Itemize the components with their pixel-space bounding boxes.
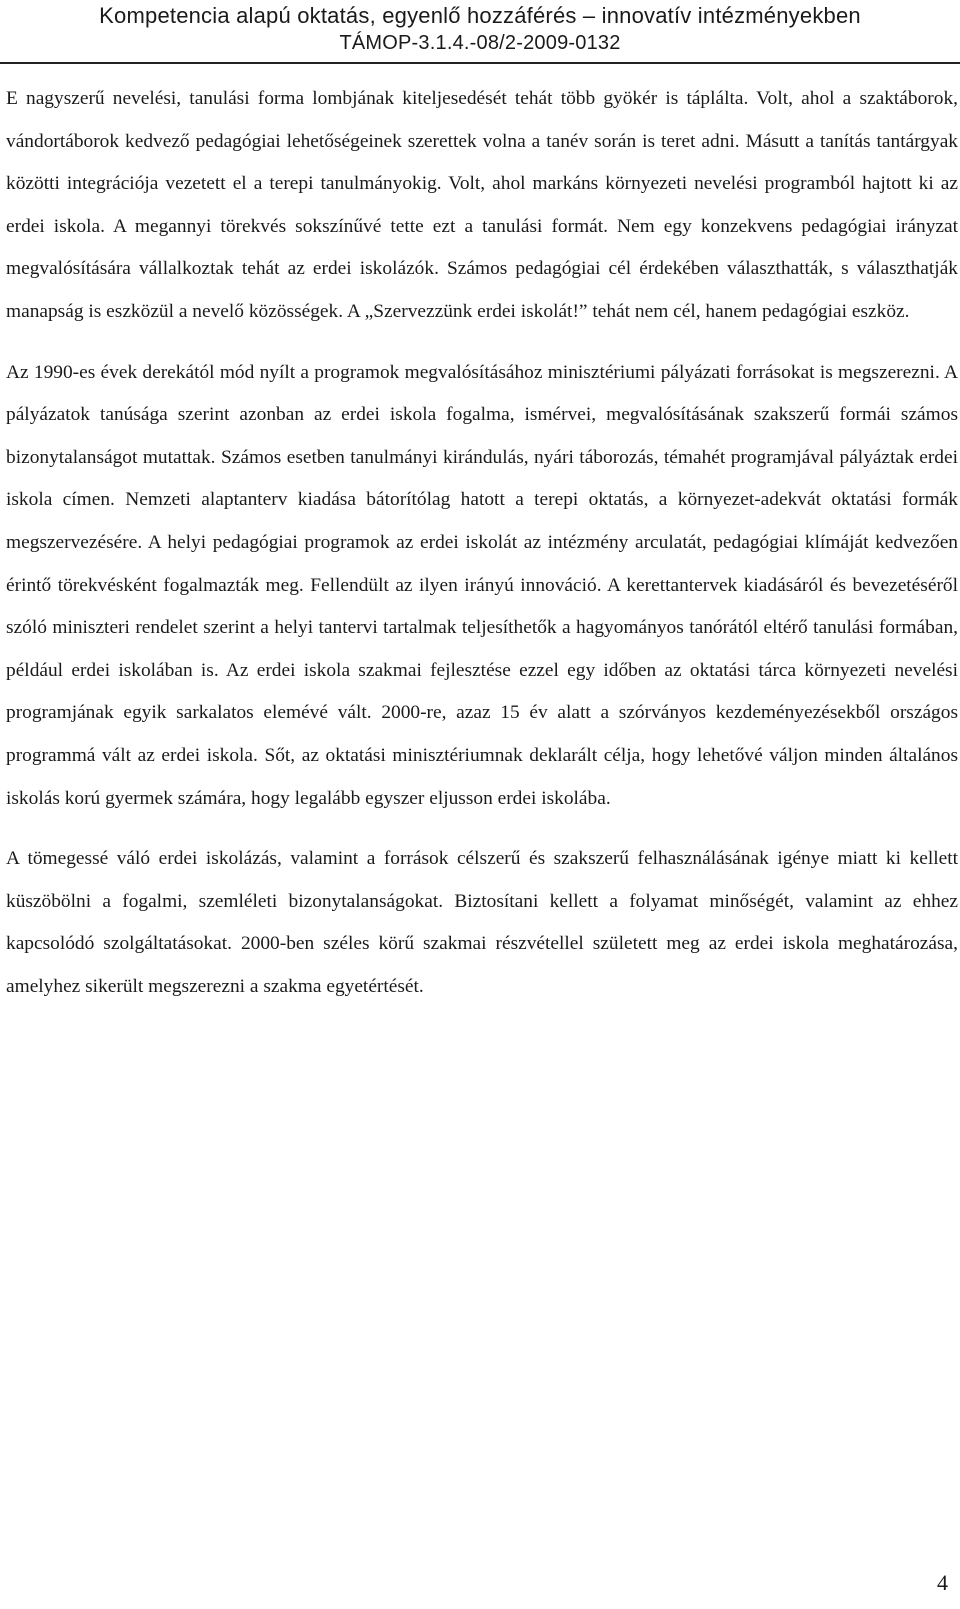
paragraph-3: A tömegessé váló erdei iskolázás, valamint a források célszerű és szakszerű felhasználásának igénye miatt ki kellett küszöbölni a fogalmi, szemléleti bizonytalanságokat. Biztosítani kellett a folyamat minőségét, valamint az ehhez kapcsolódó szolgáltatásokat. 2000-ben széles körű szakmai részvétellel született meg az erdei iskola meghatározása, amelyhez sikerült megszerezni a szakma egyetértését. — [6, 848, 958, 997]
header-project-code: TÁMOP-3.1.4.-08/2-2009-0132 — [339, 32, 621, 54]
header-title: Kompetencia alapú oktatás, egyenlő hozzáférés – innovatív intézményekben — [99, 3, 861, 28]
paragraph-1: E nagyszerű nevelési, tanulási forma lombjának kiteljesedését tehát több gyökér is táplálta. Volt, ahol a szaktáborok, vándortáborok kedvező pedagógiai lehetőségeinek szerettek volna a tanév során is teret adni. Másutt a tanítás tantárgyak közötti integrációja vezetett el a terepi tanulmányokig. Volt, ahol markáns környezeti nevelési programból hajtott ki az erdei iskola. A megannyi törekvés sokszínűvé tette ezt a tanulási formát. Nem egy konzekvens pedagógiai irányzat megvalósítására vállalkoztak tehát az erdei iskolázók. Számos pedagógiai cél érdekében választhatták, s választhatják manapság is eszközül a nevelő közösségek. A „Szervezzünk erdei iskolát!” tehát nem cél, hanem pedagógiai eszköz. — [6, 88, 958, 322]
page-number: 4 — [937, 1570, 948, 1595]
document-body — [6, 78, 958, 1008]
paragraph-2: Az 1990-es évek derekától mód nyílt a programok megvalósításához minisztériumi pályázati forrásokat is megszerezni. A pályázatok tanúsága szerint azonban az erdei iskola fogalma, ismérvei, megvalósításának szakszerű formái számos bizonytalanságot mutattak. Számos esetben tanulmányi kirándulás, nyári táborozás, témahét programjával pályáztak erdei iskola címen. Nemzeti alaptanterv kiadása bátorítólag hatott a terepi oktatás, a környezet-adekvát oktatási formák megszervezésére. A helyi pedagógiai programok az erdei iskolát az intézmény arculatát, pedagógiai klímáját kedvezően érintő törekvésként fogalmazták meg. Fellendült az ilyen irányú innováció. A kerettantervek kiadásáról és bevezetéséről szóló miniszteri rendelet szerint a helyi tantervi tartalmak teljesíthetők a hagyományos tanórától eltérő tanulási formában, például erdei iskolában is. Az erdei iskola szakmai fejlesztése ezzel egy időben az oktatási tárca környezeti nevelési programjának egyik sarkalatos elemévé vált. 2000-re, azaz 15 év alatt a szórványos kezdeményezésekből országos programmá vált az erdei iskola. Sőt, az oktatási minisztériumnak deklarált célja, hogy lehetővé váljon minden általános iskolás korú gyermek számára, hogy legalább egyszer eljusson erdei iskolába. — [6, 361, 958, 809]
page-header — [0, 0, 960, 56]
header-divider — [0, 62, 960, 64]
